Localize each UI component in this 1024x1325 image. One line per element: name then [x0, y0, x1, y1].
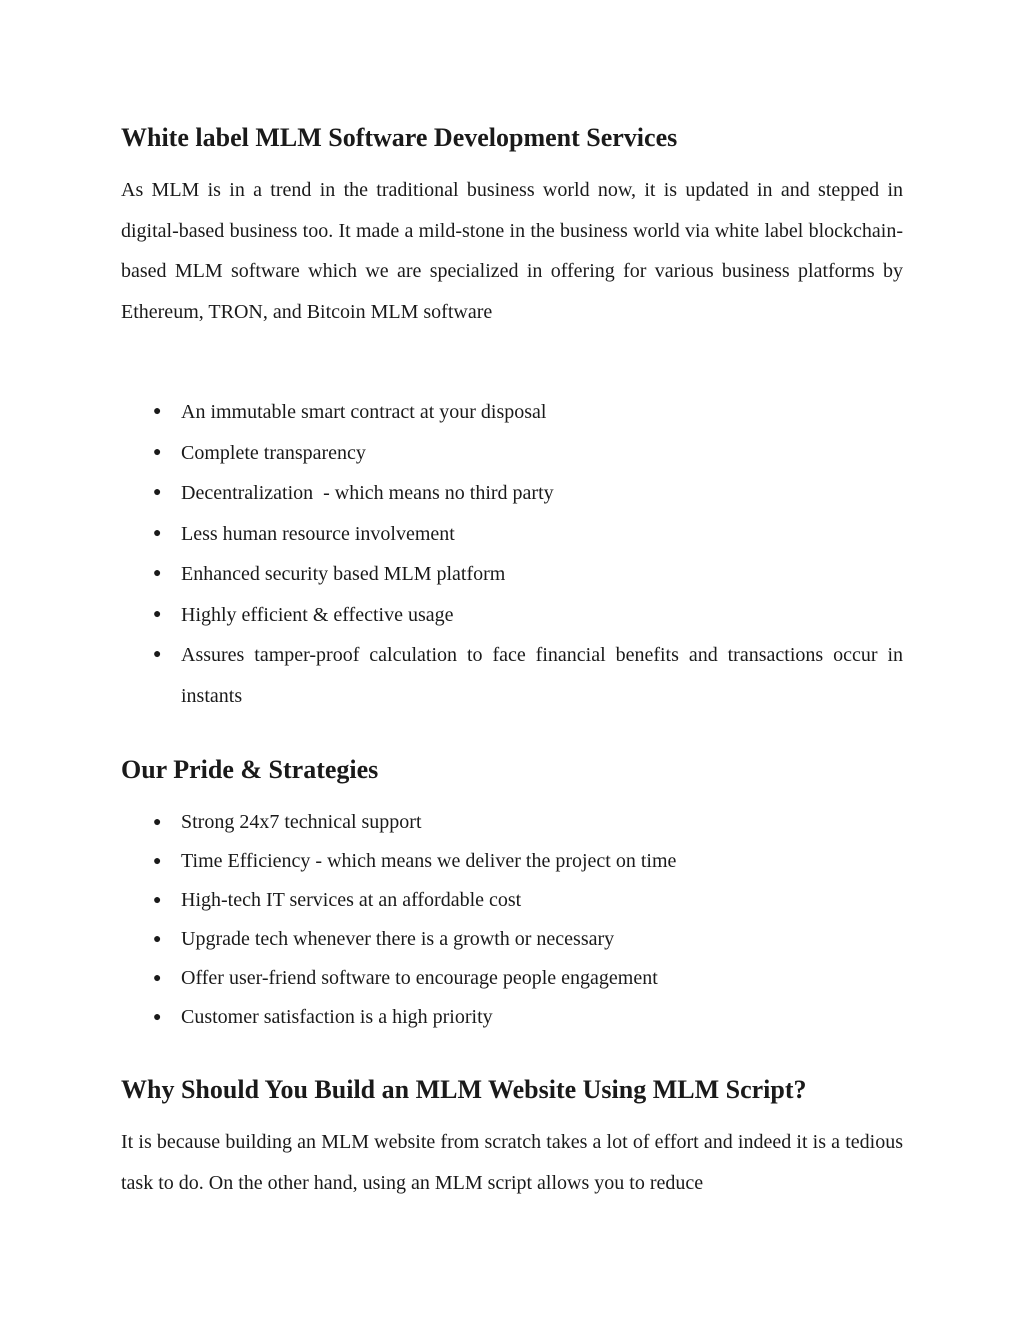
bullet-icon: ● [153, 525, 162, 541]
bullet-icon: ● [153, 1010, 162, 1025]
bullet-icon: ● [153, 893, 162, 908]
features-list [121, 392, 903, 716]
list-item: ● Complete transparency [121, 433, 903, 474]
section-heading-pride-strategies: Our Pride & Strategies [121, 755, 379, 784]
bullet-icon: ● [153, 566, 162, 581]
bullet-icon: ● [153, 971, 162, 986]
list-item: ● Enhanced security based MLM platform [121, 554, 903, 595]
list-item: ● Less human resource involvement [121, 514, 903, 555]
section-heading-white-label: White label MLM Software Development Services [121, 123, 678, 152]
list-item: ● Highly efficient & effective usage [121, 595, 903, 636]
list-item: ● An immutable smart contract at your disposal [121, 392, 903, 433]
list-item: ● Time Efficiency - which means we deliver the project on time [121, 842, 903, 881]
bullet-icon: ● [153, 647, 162, 662]
bullet-icon: ● [153, 606, 162, 622]
list-item: ● Decentralization - which means no third party [121, 473, 903, 514]
bullet-icon: ● [153, 932, 162, 947]
why-paragraph: It is because building an MLM website from scratch takes a lot of effort and indeed it is a tedious task to do. On the other hand, using an MLM script allows you to reduce [121, 1131, 903, 1194]
bullet-icon: ● [153, 485, 162, 500]
list-item: ● High-tech IT services at an affordable cost [121, 881, 903, 920]
intro-paragraph: As MLM is in a trend in the traditional business world now, it is updated in and stepped in digital-based business too. It made a mild-stone in the business world via white label blockchain-based MLM software which we are specialized in offering for various business platforms by Ethereum, TRON, and Bitcoin MLM software [121, 179, 903, 323]
list-item: ● Upgrade tech whenever there is a growth or necessary [121, 920, 903, 959]
bullet-icon: ● [153, 815, 162, 830]
list-item: ● Offer user-friend software to encourage people engagement [121, 959, 903, 998]
bullet-icon: ● [153, 404, 162, 419]
section-heading-why-build: Why Should You Build an MLM Website Using MLM Script? [121, 1075, 807, 1104]
list-item: ● Customer satisfaction is a high priority [121, 998, 903, 1037]
list-item: ● Assures tamper-proof calculation to face financial benefits and transactions occur in instants [121, 635, 903, 716]
bullet-icon: ● [153, 444, 162, 460]
list-item: ● Strong 24x7 technical support [121, 803, 903, 842]
bullet-icon: ● [153, 854, 162, 869]
strategies-list [121, 803, 903, 1037]
